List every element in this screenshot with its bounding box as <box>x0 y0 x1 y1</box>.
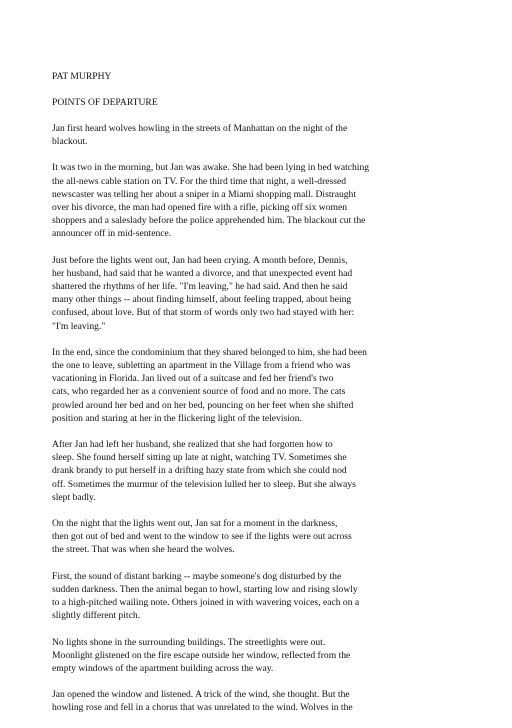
text-line: over his divorce, the man had opened fire with a rifle, picking off six women <box>52 202 348 214</box>
text-line: announcer off in mid-sentence. <box>52 228 172 240</box>
text-line: After Jan had left her husband, she realized that she had forgotten how to <box>52 439 333 451</box>
text-line: Jan opened the window and listened. A trick of the wind, she thought. But the <box>52 689 350 701</box>
text-line: cats, who regarded her as a convenient source of food and no more. The cats <box>52 386 346 398</box>
text-line: position and staring at her in the flickering light of the television. <box>52 412 302 424</box>
paragraph <box>52 254 472 333</box>
paragraph <box>52 636 472 676</box>
document-page <box>52 70 472 728</box>
text-line: vacationing in Florida. Jan lived out of a suitcase and fed her friend's two <box>52 373 334 385</box>
text-line: "I'm leaving." <box>52 320 106 332</box>
story-title: POINTS OF DEPARTURE <box>52 97 158 108</box>
text-line: blackout. <box>52 136 88 148</box>
text-line: then got out of bed and went to the window to see if the lights were out across <box>52 531 352 543</box>
text-line: On the night that the lights went out, Jan sat for a moment in the darkness, <box>52 518 338 530</box>
text-line: her husband, had said that he wanted a divorce, and that unexpected event had <box>52 267 353 279</box>
text-line: the street. That was when she heard the wolves. <box>52 544 235 556</box>
text-line: many other things -- about finding himself, about feeling trapped, about being <box>52 294 352 306</box>
text-line: Moonlight glistened on the fire escape outside her window, reflected from the <box>52 649 351 661</box>
text-line: drank brandy to put herself in a drifting hazy state from which she could nod <box>52 465 347 477</box>
paragraph <box>52 517 472 557</box>
text-line: First, the sound of distant barking -- maybe someone's dog disturbed by the <box>52 570 342 582</box>
text-line: the all-news cable station on TV. For the third time that night, a well-dressed <box>52 175 347 187</box>
text-line: shoppers and a saleslady before the police apprehended him. The blackout cut the <box>52 215 366 227</box>
paragraph <box>52 346 472 425</box>
text-line: newscaster was telling her about a sniper in a Miami shopping mall. Distraught <box>52 188 357 200</box>
paragraph <box>52 161 472 240</box>
text-line: It was two in the morning, but Jan was awake. She had been lying in bed watching <box>52 162 370 174</box>
paragraph <box>52 122 472 148</box>
text-line: off. Sometimes the murmur of the television lulled her to sleep. But she always <box>52 478 356 490</box>
text-line: howling rose and fell in a chorus that was unrelated to the wind. Wolves in the <box>52 702 353 714</box>
text-line: slightly different pitch. <box>52 610 141 622</box>
text-line: No lights shone in the surrounding buildings. The streetlights were out. <box>52 636 326 648</box>
paragraph <box>52 688 472 714</box>
text-line: In the end, since the condominium that they shared belonged to him, she had been <box>52 346 367 358</box>
paragraph <box>52 570 472 623</box>
text-line: sudden darkness. Then the animal began to howl, starting low and rising slowly <box>52 583 358 595</box>
text-line: Jan first heard wolves howling in the streets of Manhattan on the night of the <box>52 123 348 134</box>
author-name: PAT MURPHY <box>52 71 112 82</box>
paragraph <box>52 438 472 504</box>
text-line: confused, about love. But of that storm of words only two had stayed with her: <box>52 307 355 319</box>
text-line: empty windows of the apartment building across the way. <box>52 662 274 674</box>
text-line: shattered the rhythms of her life. "I'm leaving," he had said. And then he said <box>52 281 348 293</box>
text-line: to a high-pitched wailing note. Others joined in with wavering voices, each on a <box>52 597 360 609</box>
text-line: Just before the lights went out, Jan had been crying. A month before, Dennis, <box>52 254 348 266</box>
text-line: prowled around her bed and on her bed, pouncing on her feet when she shifted <box>52 399 354 411</box>
text-line: slept badly. <box>52 491 96 503</box>
text-line: sleep. She found herself sitting up late at night, watching TV. Sometimes she <box>52 452 347 464</box>
text-line: the one to leave, subletting an apartment in the Village from a friend who was <box>52 360 351 372</box>
